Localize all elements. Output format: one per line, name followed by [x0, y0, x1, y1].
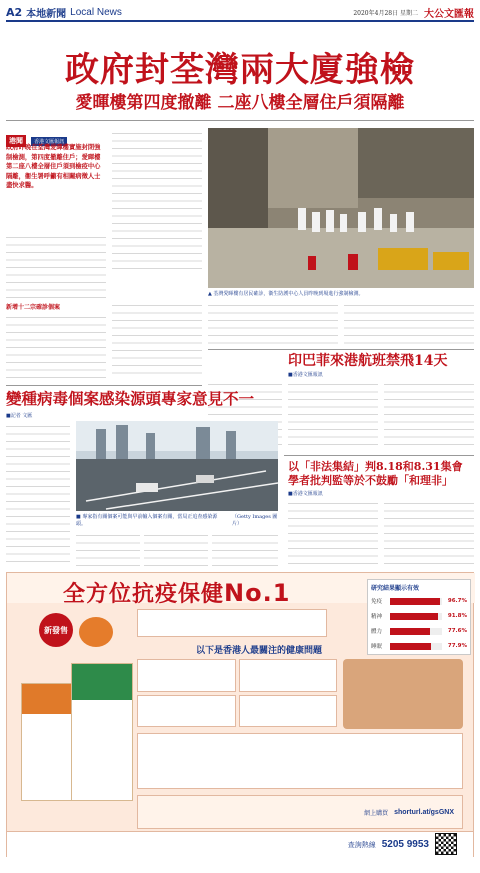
- ad-website-label: 網上購買: [364, 809, 389, 817]
- lead-body-2: [6, 312, 106, 380]
- divider: [6, 120, 474, 121]
- ad-result-label: 睡眠: [371, 644, 383, 650]
- expert-photo-illustration: [76, 421, 278, 511]
- protest-byline: ■香港文匯報訊: [288, 491, 323, 497]
- ad-result-label: 體力: [371, 629, 383, 635]
- expert-body-3: [144, 530, 208, 566]
- lead-photo-caption: ▲ 荃灣愛暉樓有居民確診，衞生防護中心人員昨晚到場進行強制檢測。: [208, 291, 364, 297]
- ad-website: shorturl.at/gsGNX: [394, 808, 454, 816]
- offer-badge: [79, 617, 113, 647]
- ad-result-value: 96.7%: [447, 598, 467, 604]
- expert-photo-credit: （Getty Images 圖片）: [232, 514, 278, 527]
- ad-info-box: [137, 733, 463, 789]
- ad-result-bar: [390, 628, 430, 635]
- ad-footer: [7, 831, 473, 857]
- expert-title: 變種病毒個案感染源頭專家意見不一: [6, 389, 255, 408]
- ad-headline-box: [137, 609, 327, 637]
- ad-tagline: 以下是香港人最關注的健康問題: [195, 646, 322, 656]
- hotline-label: 查詢熱線: [347, 840, 376, 849]
- new-product-badge: 新發售: [39, 613, 73, 647]
- lead-body-5: [344, 300, 474, 345]
- hotline-number: 5205 9953: [381, 839, 429, 850]
- main-headline: 政府封荃灣兩大廈強檢: [65, 50, 415, 90]
- flight-ban-byline: ■香港文匯報訊: [288, 372, 323, 378]
- ad-result-value: 91.8%: [447, 613, 467, 619]
- lead-body-3: [112, 128, 202, 273]
- divider: [6, 385, 202, 386]
- ad-result-row: [371, 610, 467, 622]
- paper-logo: 大公文匯報: [424, 8, 474, 20]
- masthead: [6, 4, 474, 22]
- tag-source: 香港文匯報訊: [31, 137, 67, 146]
- expert-byline: ■記者 文匯: [6, 413, 33, 419]
- lead-body-1: [6, 232, 106, 298]
- ad-results-title: 研究結果顯示有效: [371, 585, 420, 592]
- expert-photo: [76, 421, 278, 511]
- product-box-right: [71, 663, 133, 801]
- ad-result-bar-track: [390, 613, 442, 620]
- expert-body-1: [6, 421, 70, 566]
- flight-ban-body-2: [384, 379, 474, 449]
- ad-result-row: [371, 625, 467, 637]
- tag-local: 港聞: [6, 135, 26, 147]
- qr-code-icon: [435, 833, 457, 855]
- protest-body-2: [384, 498, 474, 566]
- divider: [208, 349, 474, 350]
- ad-result-bar: [390, 613, 438, 620]
- lead-summary: 政府昨晚在荃灣愛暉樓實施封閉強制檢測，第四度撤離住戶；愛暉樓第二座八樓全層住戶須到檢疫中心隔離，衞生署呼籲有相關病徵人士盡快求醫。: [6, 144, 101, 190]
- ad-result-bar-track: [390, 628, 442, 635]
- lead-photo: [208, 128, 474, 288]
- ad-result-value: 77.6%: [447, 628, 467, 634]
- ad-result-label: 免疫: [371, 599, 383, 605]
- page-number: A2: [6, 5, 23, 19]
- ad-photo: [343, 659, 463, 729]
- ad-result-row: [371, 640, 467, 652]
- ad-result-label: 精神: [371, 614, 383, 620]
- ad-result-bar: [390, 643, 431, 650]
- ad-online-box: [137, 795, 463, 829]
- ad-result-row: [371, 595, 467, 607]
- expert-body-4: [212, 530, 278, 566]
- flight-ban-title: 印巴菲來港航班禁飛14天: [288, 353, 448, 369]
- issue-date: 2020年4月28日 星期二: [353, 9, 418, 17]
- health-advertisement: [6, 572, 474, 857]
- protest-title-line2: 學者批判監等於不鼓勵「和理非」: [288, 474, 453, 487]
- protest-title-line1: 以「非法集結」判8.18和8.31集會: [288, 460, 463, 473]
- ad-result-bar: [390, 598, 440, 605]
- section-name-en: Local News: [70, 6, 122, 18]
- ad-results-bars: [371, 595, 467, 652]
- protest-body-1: [288, 498, 378, 566]
- lead-photo-illustration: [208, 128, 474, 288]
- ad-results-chart: [367, 579, 471, 655]
- lead-body-4: [208, 300, 338, 345]
- lead-subheading: 新增十二宗確診個案: [6, 304, 61, 311]
- ad-result-bar-track: [390, 643, 442, 650]
- expert-photo-caption: ■ 專家指有關個案可能與早前輸入個案有關，當局正追查感染源頭。: [76, 514, 218, 527]
- flight-ban-body-1: [288, 379, 378, 449]
- divider: [284, 455, 474, 456]
- section-name: 本地新聞: [26, 8, 67, 20]
- main-subhead: 愛暉樓第四度撤離 二座八樓全層住戶須隔離: [75, 93, 405, 113]
- ad-problem-grid: [137, 659, 337, 727]
- lead-body-6: [112, 300, 202, 380]
- product-boxes: [21, 653, 131, 803]
- expert-body-2: [76, 530, 140, 566]
- ad-result-bar-track: [390, 598, 442, 605]
- ad-slogan: 全方位抗疫保健No.1: [63, 579, 291, 607]
- ad-result-value: 77.9%: [447, 643, 467, 649]
